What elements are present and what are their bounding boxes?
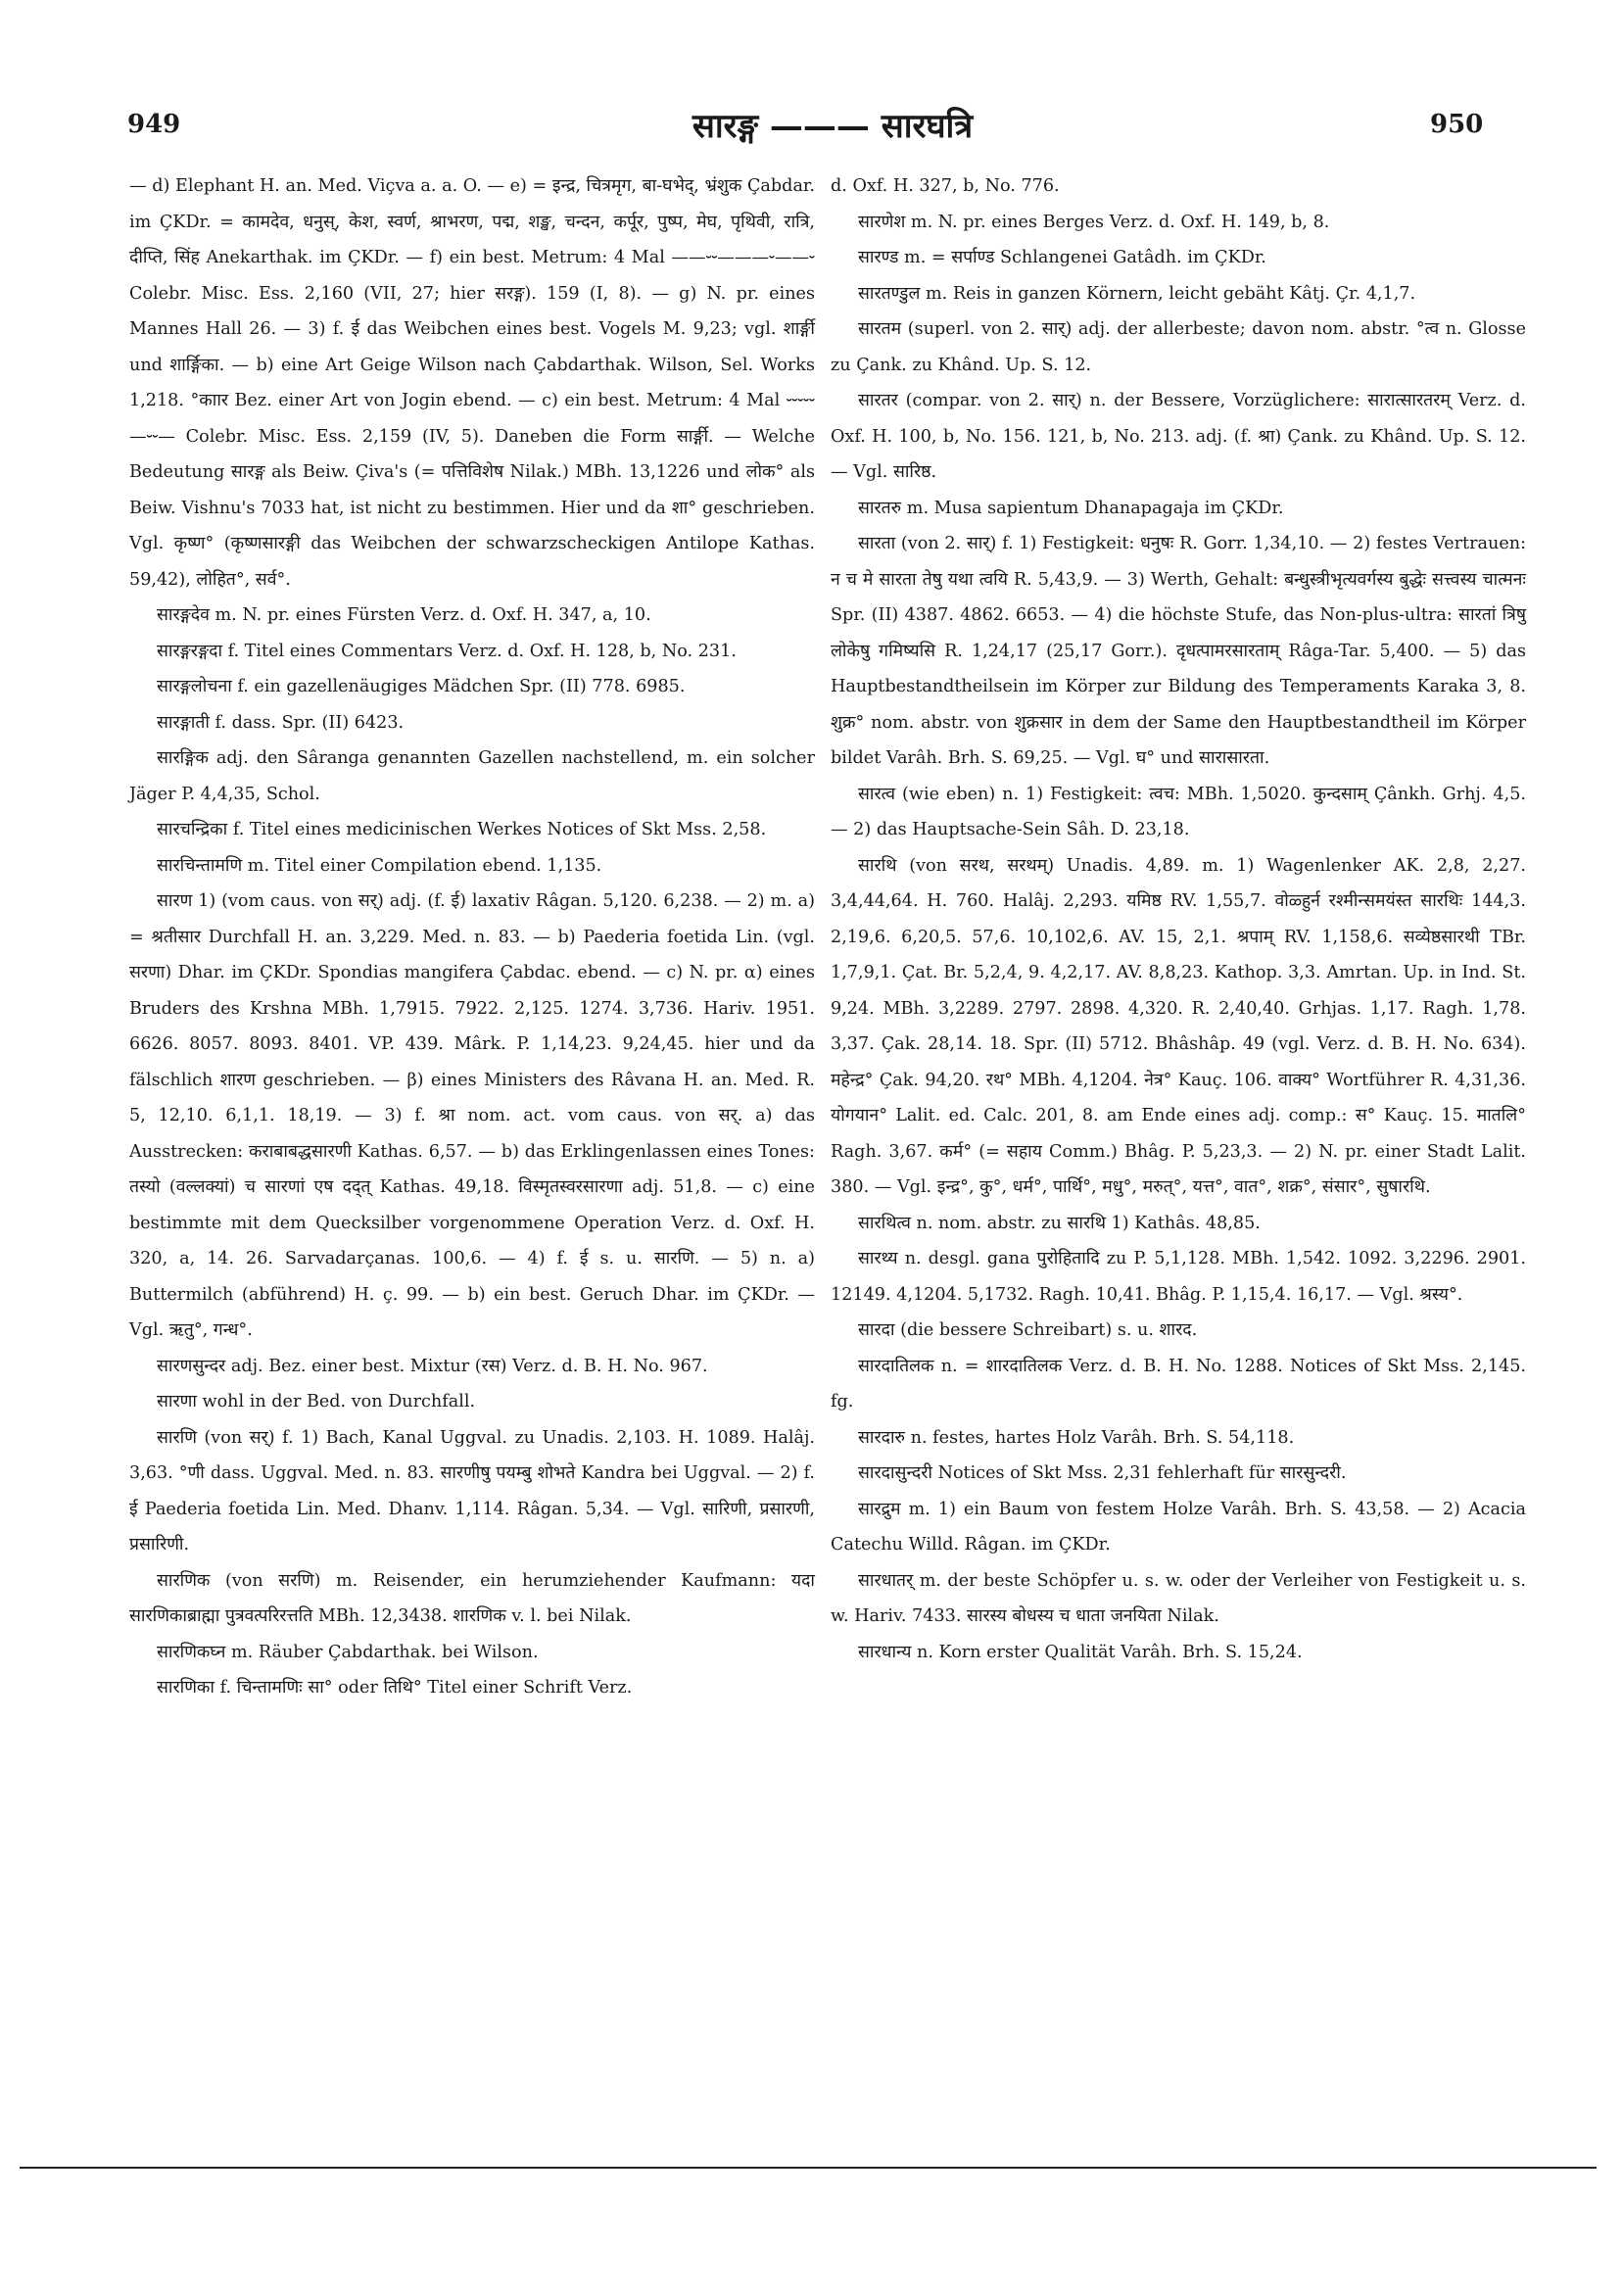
- dictionary-entry: सारतम (superl. von 2. सार्) adj. der allerbeste; davon nom. abstr. °त्व n. Glosse zu Çank. zu Khând. Up. S. 12.: [831, 319, 1526, 375]
- dictionary-entry: सारङ्गिक adj. den Sâranga genannten Gazellen nachstellend, m. ein solcher Jäger P. 4,4,35, Schol.: [129, 748, 815, 804]
- dictionary-entry: सारधान्य n. Korn erster Qualität Varâh. Brh. S. 15,24.: [858, 1642, 1303, 1662]
- dictionary-entry: सारण 1) (vom caus. von सर्) adj. (f. ई) laxativ Râgan. 5,120. 6,238. — 2) m. a) = श्रतीसार Durchfall H. an. 3,229. Med. n. 83. — b) Paederia foetida Lin. (vgl. सरणा) Dhar. im ÇKDr. Spondias mangifera Çabdac. ebend. — c) N. pr. α) eines Bruders des Krshna MBh. 1,7915. 7922. 2,125. 1274. 3,736. Hariv. 1951. 6626. 8057. 8093. 8401. VP. 439. Mârk. P. 1,14,23. 9,24,45. hier und da fälschlich शारण geschrieben. — β) eines Ministers des Râvana H. an. Med. R. 5, 12,10. 6,1,1. 18,19. — 3) f. श्रा nom. act. vom caus. von सर्. a) das Ausstrecken: कराबाबद्धसारणी Kathas. 6,57. — b) das Erklingenlassen eines Tones: तस्यो (वल्लक्यां) च सारणां एष दद्त् Kathas. 49,18. विस्मृतस्वरसारणा adj. 51,8. — c) eine bestimmte mit dem Quecksilber vorgenommene Operation Verz. d. Oxf. H. 320, a, 14. 26. Sarvadarçanas. 100,6. — 4) f. ई s. u. सारणि. — 5) n. a) Buttermilch (abführend) H. ç. 99. — b) ein best. Geruch Dhar. im ÇKDr. — Vgl. ऋतु°, गन्ध°.: [129, 891, 815, 1340]
- dictionary-entry: सारचन्द्रिका f. Titel eines medicinischen Werkes Notices of Skt Mss. 2,58.: [157, 820, 767, 839]
- dictionary-entry: सारणिकघ्न m. Räuber Çabdarthak. bei Wilson.: [157, 1642, 539, 1662]
- dictionary-entry: सारणिक (von सरणि) m. Reisender, ein herumziehender Kaufmann: यदा सारणिकाब्राह्मा पुत्रवत्परिरत्तति MBh. 12,3438. शारणिक v. l. bei Nilak.: [129, 1570, 815, 1626]
- dictionary-entry: सारदारु n. festes, hartes Holz Varâh. Brh. S. 54,118.: [858, 1427, 1295, 1448]
- dictionary-entry: सारत्व (wie eben) n. 1) Festigkeit: त्वच: MBh. 1,5020. कुन्दसाम् Çânkh. Grhj. 4,5. — 2) das Hauptsache-Sein Sâh. D. 23,18.: [831, 784, 1526, 839]
- dictionary-entry: सारथित्व n. nom. abstr. zu सारथि 1) Kathâs. 48,85.: [858, 1213, 1261, 1233]
- dictionary-entry: सारङ्गाती f. dass. Spr. (II) 6423.: [157, 712, 405, 733]
- dictionary-entry: सारद्रुम m. 1) ein Baum von festem Holze Varâh. Brh. S. 43,58. — 2) Acacia Catechu Willd. Râgan. im ÇKDr.: [831, 1499, 1526, 1555]
- dictionary-entry: सारथि (von सरथ, सरथम्) Unadis. 4,89. m. 1) Wagenlenker AK. 2,8, 2,27. 3,4,44,64. H. 760. Halâj. 2,293. यमिष्ठ RV. 1,55,7. वोळ्हुर्न रश्मीन्समयंस्त सारथिः 144,3. 2,19,6. 6,20,5. 57,6. 10,102,6. AV. 15, 2,1. श्रपाम् RV. 1,158,6. सव्येष्ठसारथी TBr. 1,7,9,1. Çat. Br. 5,2,4, 9. 4,2,17. AV. 8,8,23. Kathop. 3,3. Amrtan. Up. in Ind. St. 9,24. MBh. 3,2289. 2797. 2898. 4,320. R. 2,40,40. Grhjas. 1,17. Ragh. 1,78. 3,37. Çak. 28,14. 18. Spr. (II) 5712. Bhâshâp. 49 (vgl. Verz. d. B. H. No. 634). महेन्द्र° Çak. 94,20. रथ° MBh. 4,1204. नेत्र° Kauç. 106. वाक्य° Wortführer R. 4,31,36. योगयान° Lalit. ed. Calc. 201, 8. am Ende eines adj. comp.: स° Kauç. 15. मातलि° Ragh. 3,67. कर्म° (= सहाय Comm.) Bhâg. P. 5,23,3. — 2) N. pr. einer Stadt Lalit. 380. — Vgl. इन्द्र°, कु°, धर्म°, पार्थि°, मधु°, मरुत्°, यत्त°, वात°, शक्र°, संसार°, सुषारथि.: [831, 855, 1526, 1197]
- dictionary-entry: सारचिन्तामणि m. Titel einer Compilation ebend. 1,135.: [157, 855, 602, 876]
- dictionary-entry: सारथ्य n. desgl. gana पुरोहितादि zu P. 5,1,128. MBh. 1,542. 1092. 3,2296. 2901. 12149. 4,1204. 5,1732. Ragh. 10,41. Bhâg. P. 1,15,4. 16,17. — Vgl. श्रस्य°.: [831, 1249, 1526, 1305]
- dictionary-entry: सारदा (die bessere Schreibart) s. u. शारद.: [858, 1320, 1198, 1340]
- running-title: सारङ्ग ——— सारघत्रि: [692, 107, 974, 146]
- dictionary-entry: सारतण्डुल m. Reis in ganzen Körnern, leicht gebäht Kâtj. Çr. 4,1,7.: [858, 283, 1416, 304]
- dictionary-entry: सारदातिलक n. = शारदातिलक Verz. d. B. H. No. 1288. Notices of Skt Mss. 2,145. fg.: [831, 1356, 1526, 1411]
- bottom-rule: [20, 2167, 1597, 2169]
- left-column: [129, 168, 815, 1706]
- dictionary-entry: सारतर (compar. von 2. सार्) n. der Bessere, Vorzüglichere: सारात्सारतरम् Verz. d. Oxf. H. 100, b, No. 156. 121, b, No. 213. adj. (f. श्रा) Çank. zu Khând. Up. S. 12. — Vgl. सारिष्ठ.: [831, 391, 1526, 482]
- dictionary-entry: सारणसुन्दर adj. Bez. einer best. Mixtur (रस) Verz. d. B. H. No. 967.: [157, 1356, 708, 1376]
- dictionary-entry: सारधातर् m. der beste Schöpfer u. s. w. oder der Verleiher von Festigkeit u. s. w. Hariv. 7433. सारस्य बोधस्य च धाता जनयिता Nilak.: [831, 1570, 1526, 1626]
- page-number-right: 950: [1430, 110, 1484, 139]
- dictionary-entry: सारणि (von सर्) f. 1) Bach, Kanal Uggval. zu Unadis. 2,103. H. 1089. Halâj. 3,63. °णी dass. Uggval. Med. n. 83. सारणीषु पयम्बु शोभते Kandra bei Uggval. — 2) f. ई Paederia foetida Lin. Med. Dhanv. 1,114. Râgan. 5,34. — Vgl. सारिणी, प्रसारणी, प्रसारिणी.: [129, 1427, 815, 1555]
- dictionary-entry: सारणेश m. N. pr. eines Berges Verz. d. Oxf. H. 149, b, 8.: [858, 212, 1330, 232]
- dictionary-entry: सारङ्गरङ्गदा f. Titel eines Commentars Verz. d. Oxf. H. 128, b, No. 231.: [157, 641, 737, 661]
- dictionary-entry: सारतरु m. Musa sapientum Dhanapagaja im ÇKDr.: [858, 498, 1284, 518]
- dictionary-entry: सारणिका f. चिन्तामणिः सा° oder तिथि° Titel einer Schrift Verz.: [157, 1678, 633, 1698]
- dictionary-entry: सारण्ड m. = सर्पाण्ड Schlangenei Gatâdh. im ÇKDr.: [858, 248, 1266, 267]
- dictionary-entry: सारङ्गलोचना f. ein gazellenäugiges Mädchen Spr. (II) 778. 6985.: [157, 677, 686, 696]
- dictionary-entry: सारता (von 2. सार्) f. 1) Festigkeit: धनुषः R. Gorr. 1,34,10. — 2) festes Vertrauen: न च मे सारता तेषु यथा त्वयि R. 5,43,9. — 3) Werth, Gehalt: बन्धुस्त्रीभृत्यवर्गस्य बुद्धेः सत्त्वस्य चात्मनः Spr. (II) 4387. 4862. 6653. — 4) die höchste Stufe, das Non-plus-ultra: सारतां त्रिषु लोकेषु गमिष्यसि R. 1,24,17 (25,17 Gorr.). दृधत्पामरसारताम् Râga-Tar. 5,400. — 5) das Hauptbestandtheilsein im Körper zur Bildung des Temperaments Karaka 3, 8. शुक्र° nom. abstr. von शुक्रसार in dem der Same den Hauptbestandtheil im Körper bildet Varâh. Brh. S. 69,25. — Vgl. घ° und सारासारता.: [831, 534, 1526, 768]
- right-column: [831, 168, 1526, 1670]
- dictionary-entry: सारदासुन्दरी Notices of Skt Mss. 2,31 fehlerhaft für सारसुन्दरी.: [858, 1463, 1347, 1483]
- entry-continuation: — d) Elephant H. an. Med. Viçva a. a. O. — e) = इन्द्र, चित्रमृग, बा-घभेद्, भ्रंशुक Çabdar. im ÇKDr. = कामदेव, धनुस्, केश, स्वर्ण, श्राभरण, पद्म, शङ्ख, चन्दन, कर्पूर, पुष्प, मेघ, पृथिवी, रात्रि, दीप्ति, सिंह Anekarthak. im ÇKDr. — f) ein best. Metrum: 4 Mal ——⏑⏑———⏑——⏑ Colebr. Misc. Ess. 2,160 (VII, 27; hier सरङ्ग). 159 (I, 8). — g) N. pr. eines Mannes Hall 26. — 3) f. ई das Weibchen eines best. Vogels M. 9,23; vgl. शार्ङ्गी und शार्ङ्गिका. — b) eine Art Geige Wilson nach Çabdarthak. Wilson, Sel. Works 1,218. °काार Bez. einer Art von Jogin ebend. — c) ein best. Metrum: 4 Mal ⏑⏑⏑⏑⏑—⏑⏑— Colebr. Misc. Ess. 2,159 (IV, 5). Daneben die Form सार्ङ्गी. — Welche Bedeutung सारङ्ग als Beiw. Çiva's (= पत्तिविशेष Nilak.) MBh. 13,1226 und लोक° als Beiw. Vishnu's 7033 hat, ist nicht zu bestimmen. Hier und da शा° geschrieben. Vgl. कृष्ण° (कृष्णसारङ्गी das Weibchen der schwarzscheckigen Antilope Kathas. 59,42), लोहित°, सर्व°.: [129, 176, 815, 590]
- page-number-left: 949: [127, 110, 181, 139]
- dictionary-entry: सारङ्गदेव m. N. pr. eines Fürsten Verz. d. Oxf. H. 347, a, 10.: [157, 605, 651, 625]
- entry-continuation: d. Oxf. H. 327, b, No. 776.: [831, 176, 1060, 196]
- dictionary-entry: सारणा wohl in der Bed. von Durchfall.: [157, 1392, 476, 1411]
